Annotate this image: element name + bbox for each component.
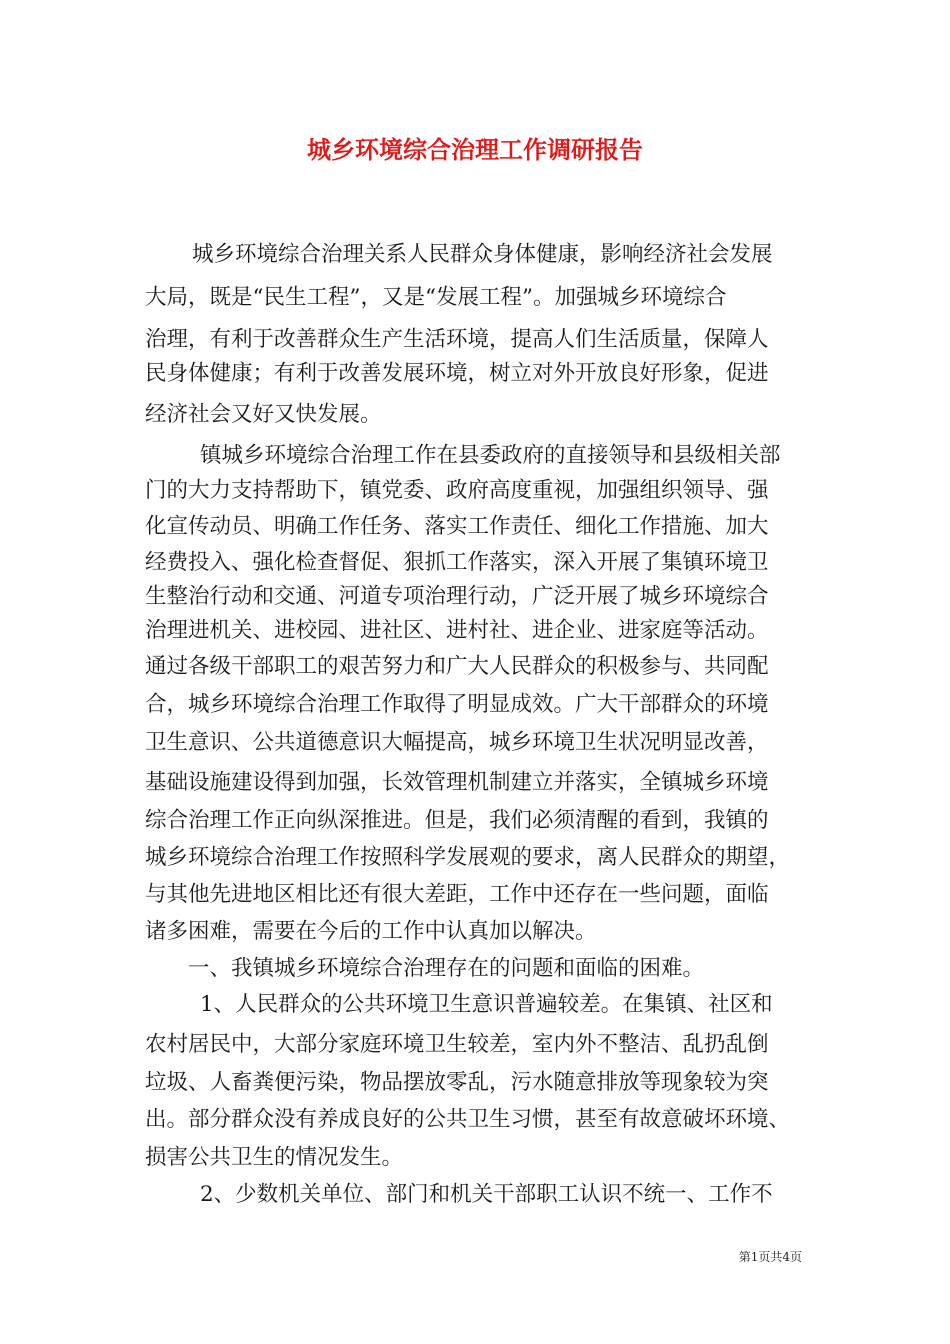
- body-line: 基础设施建设得到加强，长效管理机制建立并落实，全镇城乡环境: [145, 770, 769, 795]
- body-line: 卫生意识、公共道德意识大幅提高，城乡环境卫生状况明显改善，: [145, 730, 769, 755]
- body-line: 治理，有利于改善群众生产生活环境，提高人们生活质量，保障人: [145, 327, 769, 352]
- body-line: 镇城乡环境综合治理工作在县委政府的直接领导和县级相关部: [200, 443, 781, 468]
- body-line: 1、人民群众的公共环境卫生意识普遍较差。在集镇、社区和: [200, 992, 773, 1017]
- body-line: 城乡环境综合治理工作按照科学发展观的要求，离人民群众的期望，: [145, 845, 791, 870]
- body-line: 一、我镇城乡环境综合治理存在的问题和面临的困难。: [188, 956, 705, 981]
- body-line: 诸多困难，需要在今后的工作中认真加以解决。: [145, 919, 597, 944]
- body-line: 城乡环境综合治理关系人民群众身体健康，影响经济社会发展: [192, 242, 773, 267]
- document-title: 城乡环境综合治理工作调研报告: [307, 135, 643, 164]
- page-number: 第1页共4页: [738, 1250, 802, 1264]
- body-line: 经费投入、强化检查督促、狠抓工作落实，深入开展了集镇环境卫: [145, 550, 769, 575]
- body-line: 出。部分群众没有养成良好的公共卫生习惯，甚至有故意破坏环境、: [145, 1107, 791, 1132]
- body-line: 化宣传动员、明确工作任务、落实工作责任、细化工作措施、加大: [145, 514, 769, 539]
- body-line: 门的大力支持帮助下，镇党委、政府高度重视，加强组织领导、强: [145, 478, 769, 503]
- body-line: 与其他先进地区相比还有很大差距，工作中还存在一些问题，面临: [145, 882, 769, 907]
- body-line: 生整治行动和交通、河道专项治理行动，广泛开展了城乡环境综合: [145, 584, 769, 609]
- body-line: 农村居民中，大部分家庭环境卫生较差，室内外不整洁、乱扔乱倒: [145, 1032, 769, 1057]
- body-line: 治理进机关、进校园、进社区、进村社、进企业、进家庭等活动。: [145, 618, 769, 643]
- body-line: 垃圾、人畜粪便污染，物品摆放零乱，污水随意排放等现象较为突: [145, 1070, 769, 1095]
- body-line: 损害公共卫生的情况发生。: [145, 1145, 404, 1170]
- body-line: 大局，既是“民生工程”，又是“发展工程”。加强城乡环境综合: [145, 285, 727, 310]
- body-line: 合，城乡环境综合治理工作取得了明显成效。广大干部群众的环境: [145, 692, 769, 717]
- body-line: 经济社会又好又快发展。: [145, 402, 382, 427]
- body-line: 通过各级干部职工的艰苦努力和广大人民群众的积极参与、共同配: [145, 654, 769, 679]
- body-line: 民身体健康；有利于改善发展环境，树立对外开放良好形象，促进: [145, 361, 769, 386]
- body-line: 2、少数机关单位、部门和机关干部职工认识不统一、工作不: [200, 1182, 773, 1207]
- body-line: 综合治理工作正向纵深推进。但是，我们必须清醒的看到，我镇的: [145, 808, 769, 833]
